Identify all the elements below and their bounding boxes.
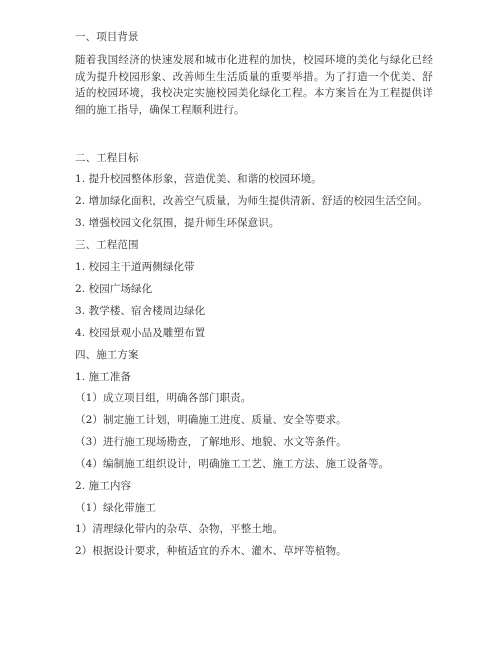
section-heading-scope: 三、工程范围	[75, 239, 139, 251]
list-item: 1. 校园主干道两侧绿化带	[75, 261, 195, 273]
section-heading-background: 一、项目背景	[75, 31, 139, 43]
list-item: 4. 校园景观小品及雕塑布置	[75, 327, 206, 339]
list-item: 2. 增加绿化面积，改善空气质量，为师生提供清新、舒适的校园生活空间。	[75, 195, 428, 207]
sub-subsection-heading: （1）绿化带施工	[75, 502, 156, 514]
subsection-heading: 2. 施工内容	[75, 480, 132, 492]
section-heading-plan: 四、施工方案	[75, 349, 139, 361]
list-item: 3. 教学楼、宿舍楼周边绿化	[75, 305, 206, 317]
list-item: （1）成立项目组，明确各部门职责。	[75, 392, 252, 404]
subsection-heading: 1. 施工准备	[75, 371, 132, 383]
list-item: 2）根据设计要求，种植适宜的乔木、灌木、草坪等植物。	[75, 545, 347, 557]
list-item: 3. 增强校园文化氛围，提升师生环保意识。	[75, 217, 280, 229]
list-item: （2）制定施工计划，明确施工进度、质量、安全等要求。	[75, 414, 347, 426]
list-item: 2. 校园广场绿化	[75, 283, 153, 295]
list-item: 1）清理绿化带内的杂草、杂物，平整土地。	[75, 523, 284, 535]
section-heading-goals: 二、工程目标	[75, 152, 139, 164]
list-item: （4）编制施工组织设计，明确施工工艺、施工方法、施工设备等。	[75, 458, 390, 470]
paragraph-background: 随着我国经济的快速发展和城市化进程的加快，校园环境的美化与绿化已经成为提升校园形象、改善师生生活质量的重要举措。为了打造一个优美、舒适的校园环境，我校决定实施校园美化绿化工程。本方案旨在为工程提供详细的施工指导，确保工程顺利进行。	[75, 54, 433, 116]
list-item: 1. 提升校园整体形象，营造优美、和谐的校园环境。	[75, 173, 322, 185]
list-item: （3）进行施工现场勘查，了解地形、地貌、水文等条件。	[75, 436, 347, 448]
